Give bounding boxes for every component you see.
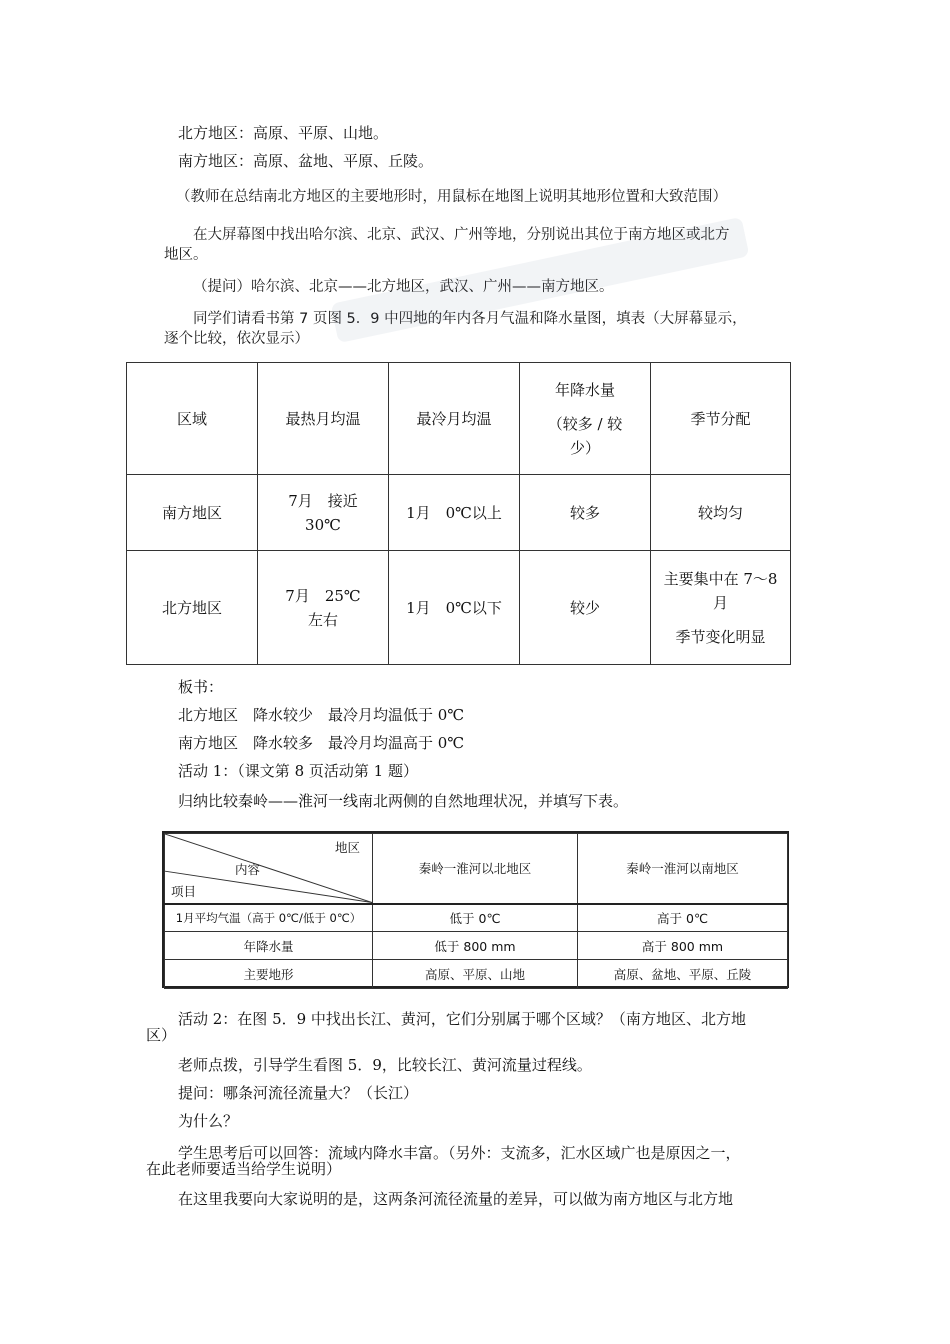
header-hottest-month: 最热月均温 bbox=[258, 363, 389, 475]
row-label-terrain: 主要地形 bbox=[165, 960, 373, 989]
cell-south-precip: 高于 800 mm bbox=[578, 932, 788, 960]
table-row bbox=[165, 834, 788, 904]
header-coldest-month: 最冷月均温 bbox=[389, 363, 520, 475]
corner-label-region: 地区 bbox=[334, 840, 360, 855]
table-row bbox=[165, 932, 788, 960]
north-terrain-line: 北方地区：高原、平原、山地。 bbox=[178, 124, 389, 142]
question-line: 提问：哪条河流径流量大？（长江） bbox=[178, 1084, 419, 1102]
activity2-line-1: 活动 2：在图 5．9 中找出长江、黄河，它们分别属于哪个区域？（南方地区、北方地 bbox=[178, 1010, 746, 1028]
cell-north-season: 主要集中在 7～8 月 季节变化明显 bbox=[651, 551, 791, 665]
cell-north-hottest: 7月 25℃ 左右 bbox=[258, 551, 389, 665]
activity2-line-2: 区） bbox=[146, 1026, 177, 1044]
table-row bbox=[127, 475, 791, 551]
read-book-line-1: 同学们请看书第 7 页图 5．9 中四地的年内各月气温和降水量图，填表（大屏幕显示， bbox=[193, 311, 747, 327]
read-book-line-2: 逐个比较，依次显示） bbox=[164, 331, 309, 347]
header-seasonal-distribution: 季节分配 bbox=[651, 363, 791, 475]
closing-line: 在这里我要向大家说明的是，这两条河流径流量的差异，可以做为南方地区与北方地 bbox=[178, 1190, 734, 1208]
cell-north-precip: 低于 800 mm bbox=[373, 932, 578, 960]
teacher-guide: 老师点拨，引导学生看图 5．9，比较长江、黄河流量过程线。 bbox=[178, 1056, 592, 1074]
cell-north-region: 北方地区 bbox=[127, 551, 258, 665]
question-answer-line: （提问）哈尔滨、北京——北方地区，武汉、广州——南方地区。 bbox=[193, 279, 614, 295]
activity1-heading: 活动 1：（课文第 8 页活动第 1 题） bbox=[178, 762, 418, 780]
row-label-jan-temp: 1月平均气温（高于 0℃/低于 0℃） bbox=[165, 904, 373, 932]
table-row bbox=[165, 960, 788, 989]
table-row bbox=[165, 904, 788, 932]
cell-north-terrain: 高原、平原、山地 bbox=[373, 960, 578, 989]
student-answer-line-1: 学生思考后可以回答：流域内降水丰富。（另外：支流多，汇水区域广也是原因之一， bbox=[178, 1144, 741, 1162]
cell-south-region: 南方地区 bbox=[127, 475, 258, 551]
board-title: 板书： bbox=[178, 678, 224, 696]
cell-north-precip: 较少 bbox=[520, 551, 651, 665]
board-north: 北方地区 降水较少 最冷月均温低于 0℃ bbox=[178, 706, 465, 724]
col-header-south: 秦岭一淮河以南地区 bbox=[578, 834, 788, 904]
why-line: 为什么？ bbox=[178, 1112, 239, 1130]
cell-south-terrain: 高原、盆地、平原、丘陵 bbox=[578, 960, 788, 989]
cell-south-coldest: 1月 0℃以上 bbox=[389, 475, 520, 551]
climate-table bbox=[126, 362, 791, 665]
row-label-precip: 年降水量 bbox=[165, 932, 373, 960]
corner-label-item: 项目 bbox=[171, 884, 197, 899]
activity1-summary: 归纳比较秦岭——淮河一线南北两侧的自然地理状况，并填写下表。 bbox=[178, 792, 629, 810]
student-answer-line-2: 在此老师要适当给学生说明） bbox=[146, 1160, 342, 1178]
find-cities-line-2: 地区。 bbox=[164, 247, 208, 263]
header-region: 区域 bbox=[127, 363, 258, 475]
header-annual-precip: 年降水量 （较多 / 较 少） bbox=[520, 363, 651, 475]
climate-table-header-row bbox=[127, 363, 791, 475]
table-row bbox=[127, 551, 791, 665]
cell-north-jan-temp: 低于 0℃ bbox=[373, 904, 578, 932]
cell-north-coldest: 1月 0℃以下 bbox=[389, 551, 520, 665]
cell-south-precip: 较多 bbox=[520, 475, 651, 551]
col-header-north: 秦岭一淮河以北地区 bbox=[373, 834, 578, 904]
cell-south-season: 较均匀 bbox=[651, 475, 791, 551]
teacher-note: （教师在总结南北方地区的主要地形时，用鼠标在地图上说明其地形位置和大致范围） bbox=[176, 189, 727, 205]
board-south: 南方地区 降水较多 最冷月均温高于 0℃ bbox=[178, 734, 465, 752]
cell-south-jan-temp: 高于 0℃ bbox=[578, 904, 788, 932]
qinling-huaihe-table bbox=[162, 831, 789, 988]
diagonal-header-cell bbox=[165, 834, 373, 904]
cell-south-hottest: 7月 接近 30℃ bbox=[258, 475, 389, 551]
south-terrain-line: 南方地区：高原、盆地、平原、丘陵。 bbox=[178, 152, 434, 170]
corner-label-content: 内容 bbox=[235, 862, 261, 877]
find-cities-line-1: 在大屏幕图中找出哈尔滨、北京、武汉、广州等地，分别说出其位于南方地区或北方 bbox=[193, 227, 730, 243]
